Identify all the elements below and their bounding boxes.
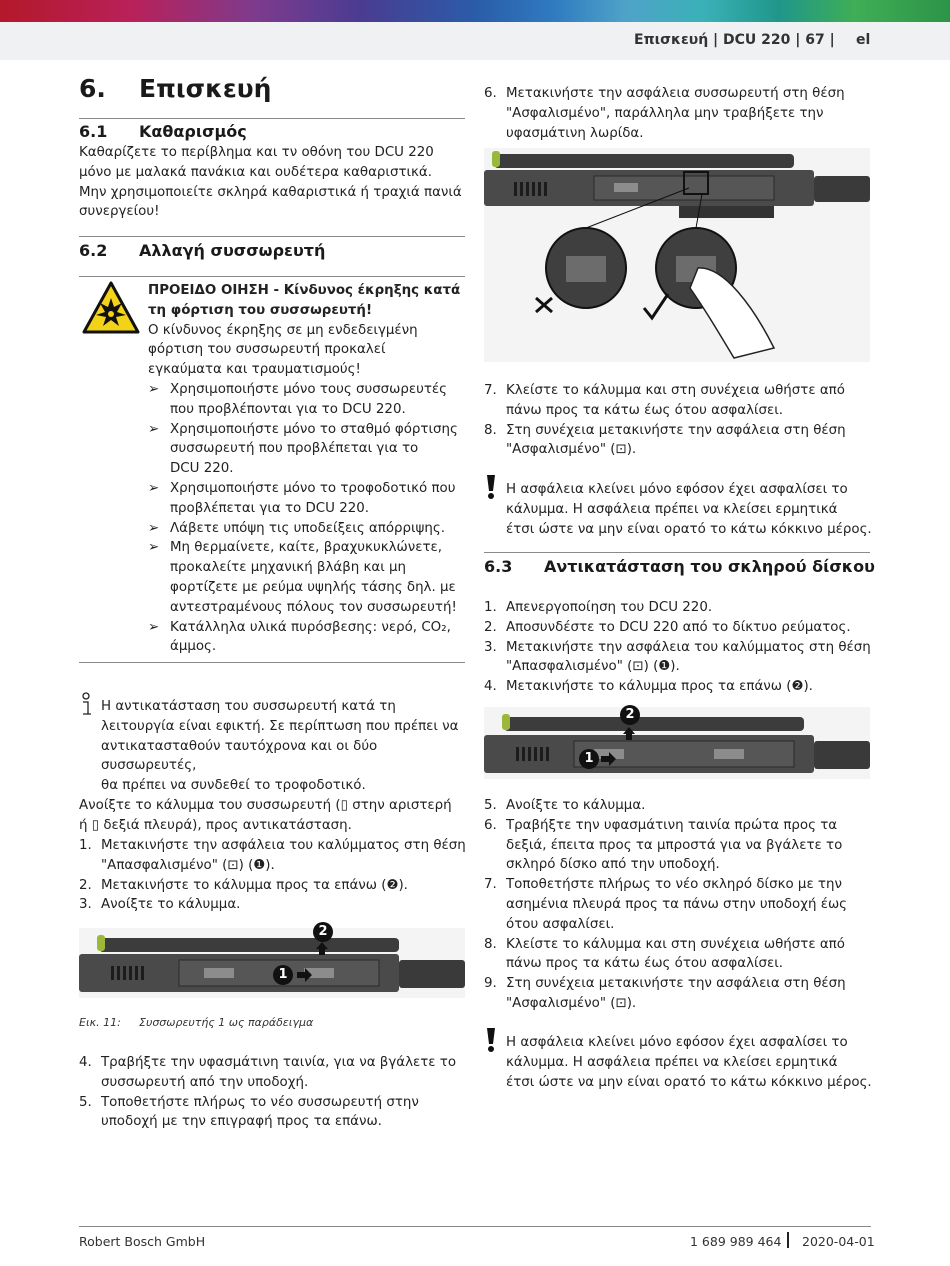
- footer-company: Robert Bosch GmbH: [79, 1234, 206, 1249]
- battery-latch-detail-figure: [484, 148, 870, 362]
- warning-block: ΠΡΟΕΙΔΟ ΟΙΗΣΗ - Κίνδυνος έκρηξης κατά τη φόρτιση του συσσωρευτή! Ο κίνδυνος έκρηξης σε μη ενδεδειγμένη φόρτιση του συσσωρευτή προκαλεί εγκαύματα και τραυματισμούς! ➢ Χρησιμοποιήστε μόνο τους συσσωρευτές που προβλέπονται για το DCU 220. ➢ Χρησιμοποιήστε μόνο το σταθμό φόρτισης συσσωρευτή που προβλέπεται για το DCU 220. ➢ Χρησιμοποιήστε μόνο το τροφοδοτικό που προβλέπεται για το DCU 220. ➢ Λάβετε υπόψη τις υποδείξεις απόρριψης. ➢ Μη θερμαίνετε, καίτε, βραχυκυκλώνετε, προκαλείτε μηχανική βλάβη και μη φορτίζετε με ρεύμα υψηλής τάσης δηλ. με αντεστραμένους πόλους τον συσσωρευτή! ➢ Κατάλληλα υλικά πυρόσβεσης: νερό, CO₂, άμμος.: [148, 281, 464, 657]
- info-icon: [79, 692, 95, 718]
- open-cover-intro: Ανοίξτε το κάλυμμα του συσσωρευτή (▯ στην αριστερή ή ▯ δεξιά πλευρά), προς αντικατάσταση.: [79, 798, 452, 833]
- important-note-icon: [484, 474, 498, 500]
- divider: [79, 236, 465, 237]
- list-item: 6. Τραβήξτε την υφασμάτινη ταινία πρώτα προς τα δεξιά, έπειτα προς τα μπροστά για να βγάλετε το σκληρό δίσκο από την υποδοχή.: [484, 817, 843, 873]
- running-head: Επισκευή | DCU 220 | 67 |: [634, 32, 835, 48]
- warning-bullet: ➢ Μη θερμαίνετε, καίτε, βραχυκυκλώνετε, προκαλείτε μηχανική βλάβη και μη φορτίζετε με ρεύμα υψηλής τάσης δηλ. με αντεστραμένους πόλους τον συσσωρευτή!: [148, 540, 457, 615]
- list-item: 4. Μετακινήστε το κάλυμμα προς τα επάνω (❷).: [484, 679, 813, 695]
- steps-list-c: [484, 84, 876, 143]
- list-item: 9. Στη συνέχεια μετακινήστε την ασφάλεια στη θέση "Ασφαλισμένο" (⊡).: [484, 976, 846, 1011]
- subsection-heading-6-1: 6.1 Καθαρισμός: [79, 122, 247, 141]
- footer-separator: [787, 1232, 789, 1248]
- section-heading: 6. Επισκευή: [79, 74, 272, 103]
- list-item: 3. Μετακινήστε την ασφάλεια του καλύμματος στη θέση "Απασφαλισμένο" (⊡) (❶).: [484, 639, 871, 675]
- callout-2: 2: [313, 922, 333, 942]
- warning-bullet: ➢ Κατάλληλα υλικά πυρόσβεσης: νερό, CO₂, άμμος.: [148, 619, 451, 655]
- list-item: 1. Απενεργοποίηση του DCU 220.: [484, 600, 713, 615]
- list-item: 8. Στη συνέχεια μετακινήστε την ασφάλεια στη θέση "Ασφαλισμένο" (⊡).: [484, 422, 846, 458]
- battery-cover-figure: [79, 920, 465, 998]
- list-item: 8. Κλείστε το κάλυμμα και στη συνέχεια ωθήστε από πάνω προς τα κάτω έως ότου ασφαλίσει.: [484, 936, 845, 972]
- info-note: Η αντικατάσταση του συσσωρευτή κατά τη λειτουργία είναι εφικτή. Σε περίπτωση που πρέπει να αντικατασταθούν ταυτόχρονα και οι δύο συσσωρευτές, θα πρέπει να συνδεθεί το τροφοδοτικό.: [101, 699, 459, 794]
- subsection-heading-6-2: 6.2 Αλλαγή συσσωρευτή: [79, 241, 326, 260]
- warning-bullet: ➢ Χρησιμοποιήστε μόνο τους συσσωρευτές που προβλέπονται για το DCU 220.: [148, 381, 448, 417]
- list-item: 2. Αποσυνδέστε το DCU 220 από το δίκτυο ρεύματος.: [484, 619, 851, 635]
- divider: [79, 662, 465, 663]
- figure-caption: Εικ. 11: Συσσωρευτής 1 ως παράδειγμα: [79, 1016, 314, 1029]
- list-item: 4. Τραβήξτε την υφασμάτινη ταινία, για να βγάλετε το συσσωρευτή από την υποδοχή.: [79, 1055, 457, 1090]
- callout-1: 1: [579, 749, 599, 769]
- steps-list-e: [484, 598, 876, 697]
- warning-bullet: ➢ Χρησιμοποιήστε μόνο το σταθμό φόρτισης συσσωρευτή που προβλέπεται για το DCU 220.: [148, 421, 458, 477]
- steps-list-a: [79, 836, 471, 915]
- steps-list-f: [484, 796, 876, 1014]
- divider: [79, 276, 465, 277]
- warning-bullet: ➢ Χρησιμοποιήστε μόνο το τροφοδοτικό που προβλέπεται για το DCU 220.: [148, 480, 456, 516]
- warning-bullet: ➢ Λάβετε υπόψη τις υποδείξεις απόρριψης.: [148, 520, 445, 536]
- steps-list-d: [484, 381, 876, 460]
- important-note-1: Η ασφάλεια κλείνει μόνο εφόσον έχει ασφαλίσει το κάλυμμα. Η ασφάλεια πρέπει να κλείσει ερμητικά έτσι ώστε να μην είναι ορατό το κάτω κόκκινο μέρος.: [506, 482, 872, 537]
- list-item: 7. Τοποθετήστε πλήρως το νέο σκληρό δίσκο με την ασημένια πλευρά προς τα πάνω στην υποδοχή έως ότου ασφαλίσει.: [484, 877, 848, 932]
- hdd-cover-figure: [484, 703, 870, 779]
- steps-list-b: [79, 1053, 471, 1132]
- callout-1: 1: [273, 965, 293, 985]
- brand-color-band: [0, 0, 950, 22]
- important-note-icon: [484, 1027, 498, 1053]
- explosion-warning-icon: [82, 281, 140, 335]
- list-item: 6. Μετακινήστε την ασφάλεια συσσωρευτή στη θέση "Ασφαλισμένο", παράλληλα μην τραβήξετε την υφασμάτινη λωρίδα.: [484, 86, 845, 141]
- divider: [79, 118, 465, 119]
- footer-doc-number: 1 689 989 464: [690, 1234, 782, 1249]
- subsection-heading-6-3: 6.3 Αντικατάσταση του σκληρού δίσκου: [484, 557, 875, 576]
- cleaning-paragraph: Καθαρίζετε το περίβλημα και τν οθόνη του DCU 220 μόνο με μαλακά πανάκια και ουδέτερα καθαριστικά. Μην χρησιμοποιείτε σκληρά καθαριστικά ή τραχιά πανιά συνεργείου!: [79, 145, 462, 220]
- divider: [484, 552, 870, 553]
- list-item: 2. Μετακινήστε το κάλυμμα προς τα επάνω (❷).: [79, 877, 408, 893]
- callout-2: 2: [620, 705, 640, 725]
- list-item: 1. Μετακινήστε την ασφάλεια του καλύμματος στη θέση "Απασφαλισμένο" (⊡) (❶).: [79, 838, 466, 873]
- list-item: 3. Ανοίξτε το κάλυμμα.: [79, 897, 241, 913]
- list-item: 7. Κλείστε το κάλυμμα και στη συνέχεια ωθήστε από πάνω προς τα κάτω έως ότου ασφαλίσει.: [484, 383, 845, 418]
- list-item: 5. Ανοίξτε το κάλυμμα.: [484, 798, 646, 813]
- list-item: 5. Τοποθετήστε πλήρως το νέο συσσωρευτή στην υποδοχή με την επιγραφή προς τα επάνω.: [79, 1094, 419, 1130]
- language-code: el: [856, 32, 871, 48]
- footer-divider: [79, 1226, 871, 1227]
- footer-date: 2020-04-01: [802, 1234, 875, 1249]
- important-note-2: Η ασφάλεια κλείνει μόνο εφόσον έχει ασφαλίσει το κάλυμμα. Η ασφάλεια πρέπει να κλείσει ερμητικά έτσι ώστε να μην είναι ορατό το κάτω κόκκινο μέρος.: [506, 1035, 872, 1090]
